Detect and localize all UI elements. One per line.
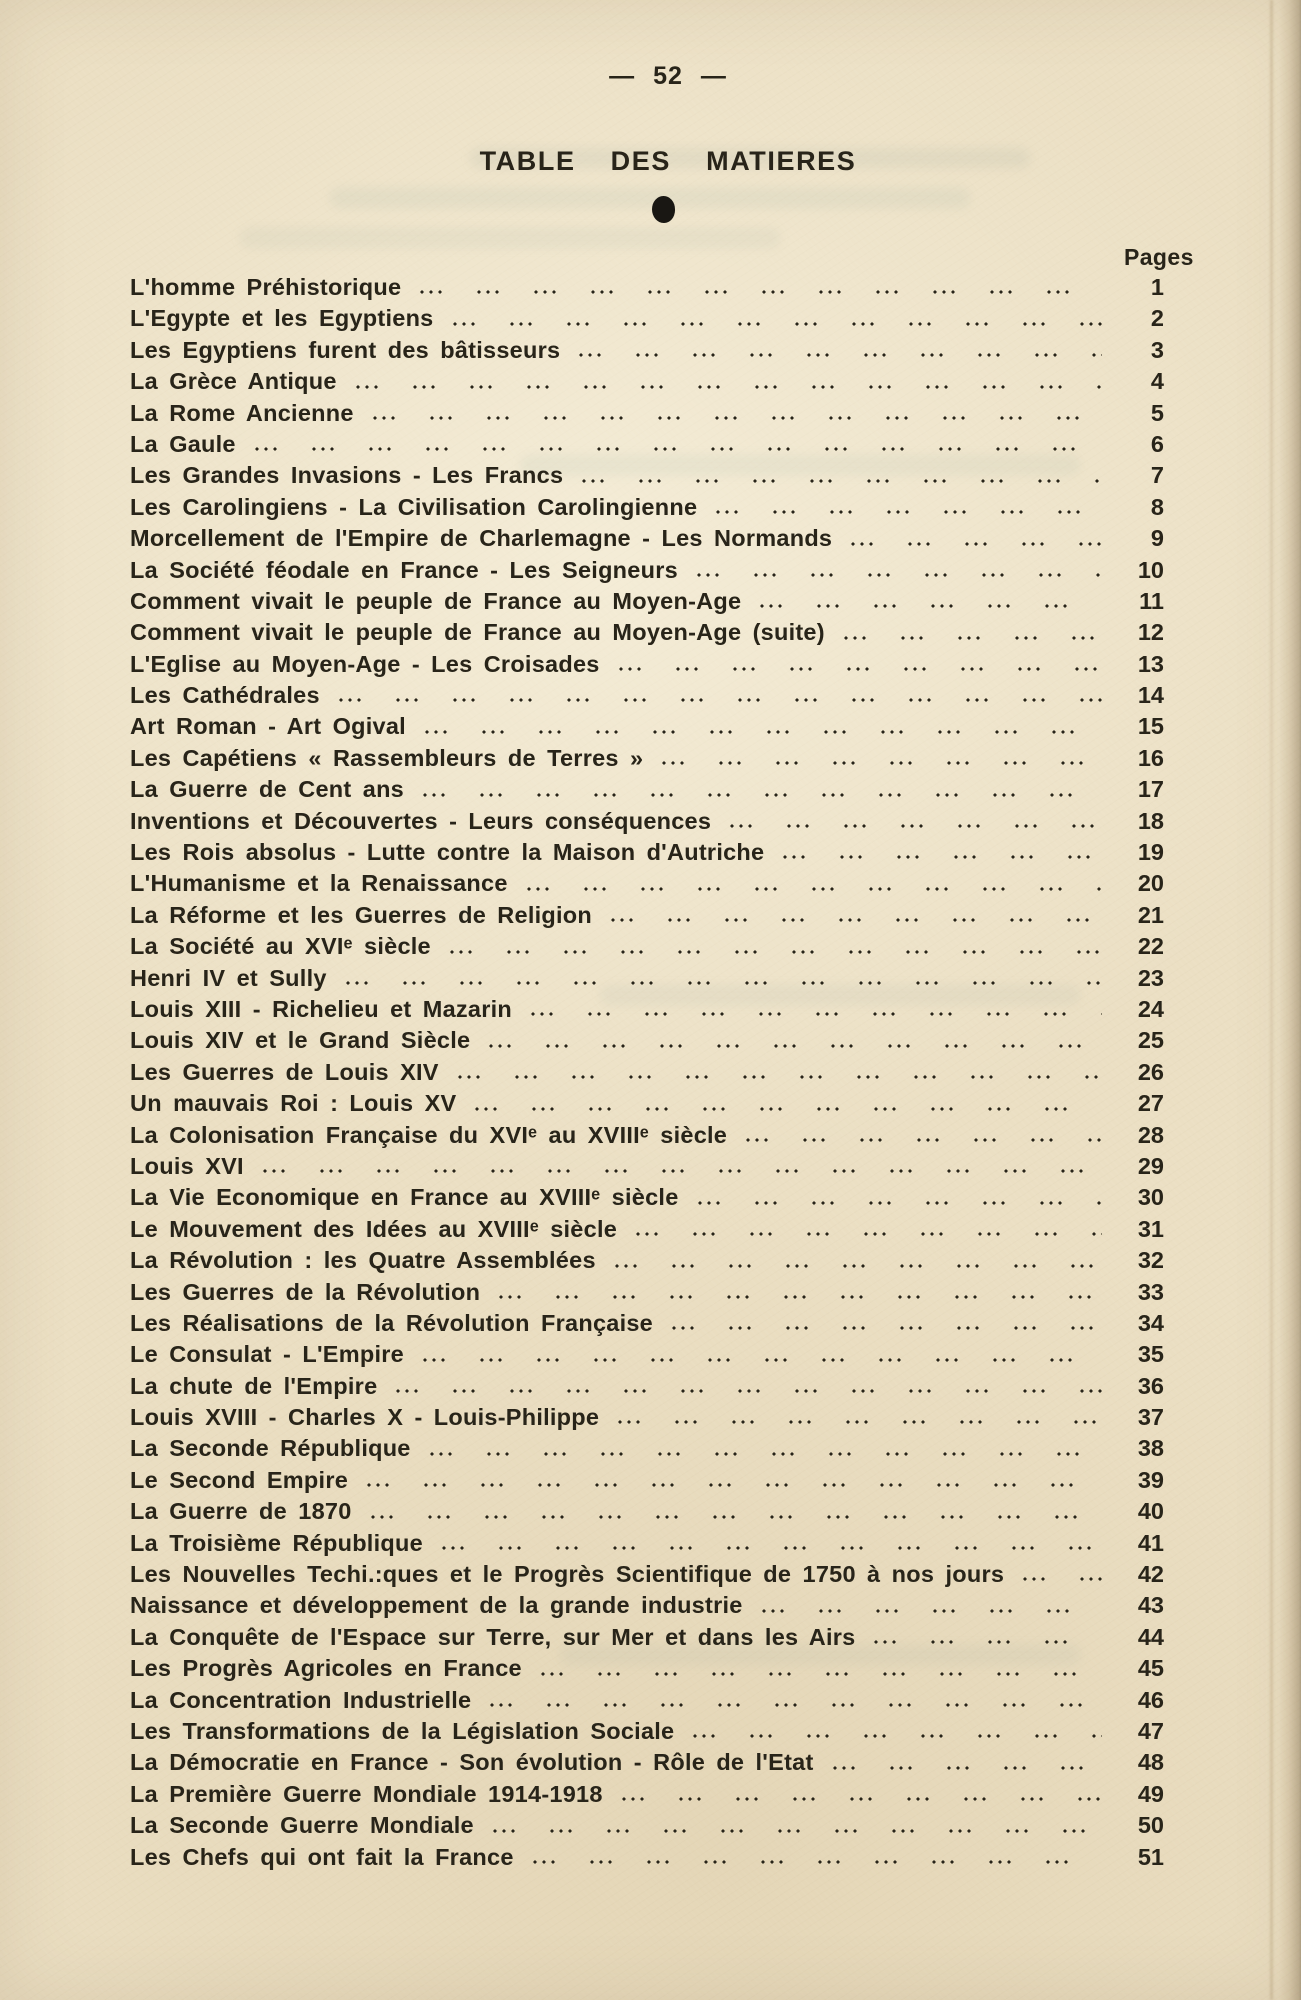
dot-leader xyxy=(579,477,1102,485)
toc-entry-page: 41 xyxy=(1137,1529,1164,1556)
toc-row xyxy=(130,523,1164,554)
toc-entry-title: Les Transformations de la Législation Sociale xyxy=(130,1717,675,1744)
toc-entry-page: 39 xyxy=(1137,1466,1164,1493)
toc-entry-title: Le Consulat - L'Empire xyxy=(130,1341,404,1368)
toc-row xyxy=(130,586,1164,617)
dot-leader xyxy=(336,696,1102,704)
toc-entry-title: Les Chefs qui ont fait la France xyxy=(130,1843,514,1870)
toc-entry-title: L'Egypte et les Egyptiens xyxy=(130,305,434,332)
page-edge-crease xyxy=(1270,0,1273,2000)
dot-leader xyxy=(370,414,1102,422)
dot-leader xyxy=(694,571,1102,579)
toc-row xyxy=(130,1685,1164,1716)
dot-leader xyxy=(690,1732,1102,1740)
toc-entry-title: La Société féodale en France - Les Seigneurs xyxy=(130,556,678,583)
dot-leader xyxy=(528,1010,1102,1018)
dot-leader xyxy=(450,320,1103,328)
toc-entry-page: 1 xyxy=(1150,274,1164,300)
toc-entry-title: La Conquête de l'Espace sur Terre, sur Mer et dans les Airs xyxy=(130,1623,856,1650)
toc-row xyxy=(130,868,1164,899)
bullet-ornament xyxy=(652,196,675,223)
toc-entry-title: La Gaule xyxy=(130,430,236,457)
toc-row xyxy=(130,1559,1164,1590)
dot-leader xyxy=(695,1199,1102,1207)
dot-leader xyxy=(487,1701,1102,1709)
table-of-contents xyxy=(130,272,1164,1873)
dot-leader xyxy=(455,1073,1102,1081)
toc-row xyxy=(130,272,1164,303)
toc-entry-page: 8 xyxy=(1150,493,1164,520)
toc-entry-page: 37 xyxy=(1137,1404,1164,1431)
dot-leader xyxy=(615,1418,1102,1426)
toc-entry-page: 22 xyxy=(1137,933,1164,960)
toc-row xyxy=(130,837,1164,868)
toc-entry-page: 14 xyxy=(1137,682,1164,709)
toc-row xyxy=(130,994,1164,1025)
toc-entry-page: 48 xyxy=(1137,1749,1164,1776)
toc-row xyxy=(130,1057,1164,1088)
toc-entry-title: Les Carolingiens - La Civilisation Carolingienne xyxy=(130,493,698,520)
dot-leader xyxy=(427,1450,1102,1458)
toc-row xyxy=(130,555,1164,586)
show-through-smudge xyxy=(330,188,970,208)
toc-entry-title: Les Progrès Agricoles en France xyxy=(130,1655,522,1682)
dot-leader xyxy=(608,916,1102,924)
toc-row xyxy=(130,1214,1164,1245)
toc-entry-title: Art Roman - Art Ogival xyxy=(130,713,406,740)
toc-row xyxy=(130,900,1164,931)
toc-entry-page: 18 xyxy=(1137,807,1164,834)
toc-entry-page: 11 xyxy=(1139,587,1164,614)
dot-leader xyxy=(757,602,1102,610)
toc-entry-title: Un mauvais Roi : Louis XV xyxy=(130,1090,457,1117)
dot-leader xyxy=(420,1356,1102,1364)
dot-leader xyxy=(713,508,1102,516)
dot-leader xyxy=(260,1167,1102,1175)
toc-row xyxy=(130,1245,1164,1276)
toc-entry-page: 34 xyxy=(1137,1309,1164,1336)
dot-leader xyxy=(420,791,1102,799)
toc-row xyxy=(130,303,1164,334)
toc-entry-page: 5 xyxy=(1150,399,1164,426)
toc-entry-page: 44 xyxy=(1137,1623,1164,1650)
pages-column-header: Pages xyxy=(1124,244,1194,270)
toc-entry-title: Henri IV et Sully xyxy=(130,964,327,991)
toc-row xyxy=(130,1371,1164,1402)
toc-entry-title: Comment vivait le peuple de France au Moyen-Age xyxy=(130,587,742,614)
toc-entry-page: 12 xyxy=(1137,619,1164,646)
toc-entry-title: Louis XVI xyxy=(130,1152,244,1179)
dot-leader xyxy=(841,634,1102,642)
dot-leader xyxy=(633,1230,1102,1238)
toc-entry-page: 28 xyxy=(1137,1121,1164,1148)
toc-entry-title: L'Eglise au Moyen-Age - Les Croisades xyxy=(130,650,600,677)
toc-entry-title: La Troisième République xyxy=(130,1529,423,1556)
dot-leader xyxy=(619,1795,1102,1803)
toc-entry-title: L'Humanisme et la Renaissance xyxy=(130,870,508,897)
toc-entry-title: La Rome Ancienne xyxy=(130,399,354,426)
toc-entry-title: La Seconde Guerre Mondiale xyxy=(130,1812,474,1839)
dot-leader xyxy=(727,822,1102,830)
toc-entry-page: 35 xyxy=(1137,1341,1164,1368)
toc-row xyxy=(130,335,1164,366)
toc-entry-title: La Révolution : les Quatre Assemblées xyxy=(130,1247,596,1274)
toc-entry-title: Naissance et développement de la grande industrie xyxy=(130,1592,743,1619)
toc-entry-page: 31 xyxy=(1137,1215,1164,1242)
toc-row xyxy=(130,617,1164,648)
toc-row xyxy=(130,1496,1164,1527)
toc-entry-title: La chute de l'Empire xyxy=(130,1372,378,1399)
toc-entry-title: La Colonisation Française du XVIᵉ au XVIIIᵉ siècle xyxy=(130,1121,728,1148)
show-through-smudge xyxy=(240,228,780,248)
dot-leader xyxy=(368,1513,1102,1521)
toc-row xyxy=(130,429,1164,460)
dot-leader xyxy=(1020,1575,1102,1583)
dot-leader xyxy=(343,979,1102,987)
toc-entry-title: Les Capétiens « Rassembleurs de Terres » xyxy=(130,744,644,771)
toc-entry-page: 24 xyxy=(1137,995,1164,1022)
toc-entry-title: Les Cathédrales xyxy=(130,682,320,709)
toc-row xyxy=(130,492,1164,523)
toc-row xyxy=(130,1779,1164,1810)
toc-row xyxy=(130,1308,1164,1339)
dot-leader xyxy=(871,1638,1102,1646)
dot-leader xyxy=(669,1324,1102,1332)
toc-entry-page: 50 xyxy=(1137,1812,1164,1839)
dot-leader xyxy=(830,1764,1102,1772)
toc-row xyxy=(130,743,1164,774)
dot-leader xyxy=(524,885,1102,893)
toc-entry-title: La Concentration Industrielle xyxy=(130,1686,472,1713)
toc-row xyxy=(130,963,1164,994)
toc-row xyxy=(130,1590,1164,1621)
toc-entry-page: 49 xyxy=(1137,1780,1164,1807)
toc-row xyxy=(130,1120,1164,1151)
toc-row xyxy=(130,1088,1164,1119)
page-title: TABLE DES MATIERES xyxy=(479,146,857,176)
toc-entry-title: Les Réalisations de la Révolution Française xyxy=(130,1309,653,1336)
page-edge-shadow xyxy=(1279,0,1301,2000)
toc-entry-page: 16 xyxy=(1137,744,1164,771)
toc-entry-page: 25 xyxy=(1137,1027,1164,1054)
dot-leader xyxy=(538,1670,1102,1678)
toc-entry-title: Les Egyptiens furent des bâtisseurs xyxy=(130,336,561,363)
toc-entry-title: La Démocratie en France - Son évolution - Rôle de l'Etat xyxy=(130,1749,814,1776)
toc-entry-title: La Guerre de Cent ans xyxy=(130,776,404,803)
toc-entry-page: 43 xyxy=(1137,1592,1164,1619)
toc-entry-page: 21 xyxy=(1137,901,1164,928)
toc-entry-page: 2 xyxy=(1150,305,1164,332)
toc-entry-title: La Société au XVIᵉ siècle xyxy=(130,933,431,960)
toc-entry-title: Le Second Empire xyxy=(130,1466,349,1493)
toc-entry-title: Louis XVIII - Charles X - Louis-Philippe xyxy=(130,1404,600,1431)
toc-row xyxy=(130,1465,1164,1496)
toc-row xyxy=(130,931,1164,962)
toc-entry-title: Morcellement de l'Empire de Charlemagne - Les Normands xyxy=(130,525,833,552)
toc-entry-title: La Guerre de 1870 xyxy=(130,1498,352,1525)
dot-leader xyxy=(393,1387,1102,1395)
dot-leader xyxy=(486,1042,1102,1050)
toc-row xyxy=(130,1653,1164,1684)
toc-row xyxy=(130,1716,1164,1747)
toc-entry-page: 46 xyxy=(1137,1686,1164,1713)
toc-entry-page: 17 xyxy=(1137,776,1164,803)
toc-row xyxy=(130,1810,1164,1841)
toc-row xyxy=(130,1402,1164,1433)
toc-row xyxy=(130,1842,1164,1873)
toc-entry-title: Les Rois absolus - Lutte contre la Maison d'Autriche xyxy=(130,839,765,866)
toc-entry-title: La Vie Economique en France au XVIIIᵉ siècle xyxy=(130,1184,679,1211)
dot-leader xyxy=(364,1481,1102,1489)
toc-entry-page: 51 xyxy=(1137,1843,1164,1870)
toc-entry-page: 40 xyxy=(1137,1498,1164,1525)
toc-row xyxy=(130,649,1164,680)
toc-entry-page: 36 xyxy=(1137,1372,1164,1399)
dot-leader xyxy=(848,540,1102,548)
toc-entry-title: Louis XIII - Richelieu et Mazarin xyxy=(130,995,513,1022)
toc-entry-page: 4 xyxy=(1150,368,1164,395)
toc-entry-title: La Seconde République xyxy=(130,1435,411,1462)
toc-entry-page: 29 xyxy=(1137,1152,1164,1179)
dot-leader xyxy=(530,1858,1102,1866)
toc-entry-title: Les Guerres de Louis XIV xyxy=(130,1058,439,1085)
toc-entry-title: Les Guerres de la Révolution xyxy=(130,1278,481,1305)
toc-row xyxy=(130,1747,1164,1778)
toc-row xyxy=(130,460,1164,491)
toc-row xyxy=(130,806,1164,837)
dot-leader xyxy=(616,665,1102,673)
toc-entry-title: La Réforme et les Guerres de Religion xyxy=(130,901,592,928)
toc-entry-page: 42 xyxy=(1137,1561,1164,1588)
dot-leader xyxy=(759,1607,1102,1615)
toc-entry-title: La Première Guerre Mondiale 1914-1918 xyxy=(130,1780,603,1807)
toc-entry-page: 23 xyxy=(1137,964,1164,991)
toc-row xyxy=(130,1277,1164,1308)
toc-entry-page: 3 xyxy=(1150,336,1164,363)
dot-leader xyxy=(472,1105,1102,1113)
toc-entry-page: 38 xyxy=(1137,1435,1164,1462)
folio-page-number: — 52 — xyxy=(609,62,727,90)
toc-entry-title: Les Nouvelles Techi.:ques et le Progrès Scientifique de 1750 à nos jours xyxy=(130,1561,1005,1588)
dot-leader xyxy=(496,1293,1102,1301)
dot-leader xyxy=(490,1827,1102,1835)
toc-entry-title: Le Mouvement des Idées au XVIIIᵉ siècle xyxy=(130,1215,618,1242)
toc-entry-page: 13 xyxy=(1137,650,1164,677)
toc-entry-page: 33 xyxy=(1137,1278,1164,1305)
toc-entry-page: 47 xyxy=(1137,1717,1164,1744)
dot-leader xyxy=(252,445,1102,453)
toc-entry-page: 6 xyxy=(1150,430,1164,457)
dot-leader xyxy=(422,728,1102,736)
toc-row xyxy=(130,711,1164,742)
toc-entry-title: Les Grandes Invasions - Les Francs xyxy=(130,462,564,489)
dot-leader xyxy=(439,1544,1102,1552)
toc-row xyxy=(130,1025,1164,1056)
toc-entry-title: L'homme Préhistorique xyxy=(130,274,402,300)
toc-entry-page: 7 xyxy=(1150,462,1164,489)
toc-entry-page: 10 xyxy=(1137,556,1164,583)
toc-entry-page: 20 xyxy=(1137,870,1164,897)
toc-entry-page: 30 xyxy=(1137,1184,1164,1211)
toc-row xyxy=(130,774,1164,805)
toc-entry-title: Comment vivait le peuple de France au Moyen-Age (suite) xyxy=(130,619,825,646)
toc-entry-page: 32 xyxy=(1137,1247,1164,1274)
dot-leader xyxy=(612,1262,1102,1270)
dot-leader xyxy=(780,853,1102,861)
toc-row xyxy=(130,366,1164,397)
toc-entry-page: 15 xyxy=(1137,713,1164,740)
toc-row xyxy=(130,1151,1164,1182)
toc-entry-page: 27 xyxy=(1137,1090,1164,1117)
dot-leader xyxy=(417,288,1102,296)
toc-row xyxy=(130,1339,1164,1370)
toc-entry-title: Louis XIV et le Grand Siècle xyxy=(130,1027,471,1054)
dot-leader xyxy=(447,948,1102,956)
toc-row xyxy=(130,680,1164,711)
toc-entry-title: Inventions et Découvertes - Leurs conséquences xyxy=(130,807,712,834)
toc-entry-title: La Grèce Antique xyxy=(130,368,337,395)
dot-leader xyxy=(576,351,1102,359)
dot-leader xyxy=(743,1136,1102,1144)
toc-row xyxy=(130,1182,1164,1213)
toc-entry-page: 9 xyxy=(1150,525,1164,552)
toc-entry-page: 19 xyxy=(1137,839,1164,866)
toc-row xyxy=(130,398,1164,429)
toc-row xyxy=(130,1622,1164,1653)
dot-leader xyxy=(659,759,1102,767)
toc-row xyxy=(130,1528,1164,1559)
toc-entry-page: 26 xyxy=(1137,1058,1164,1085)
dot-leader xyxy=(353,383,1102,391)
toc-entry-page: 45 xyxy=(1137,1655,1164,1682)
toc-row xyxy=(130,1433,1164,1464)
